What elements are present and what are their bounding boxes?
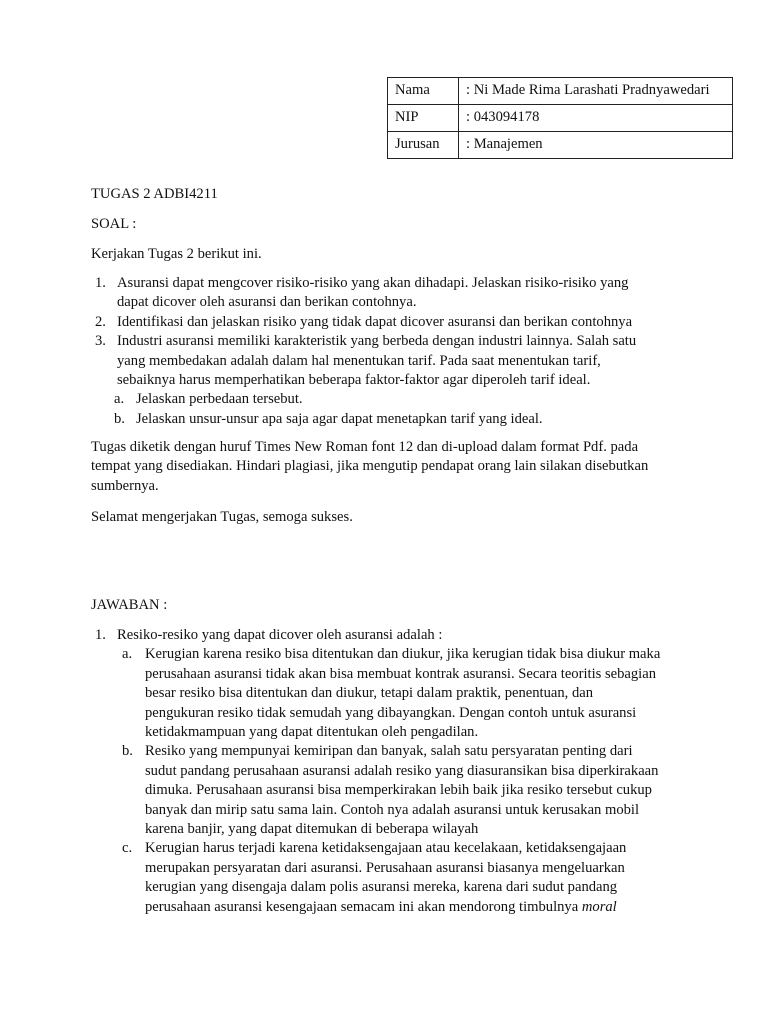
question-line: dapat dicover oleh asuransi dan berikan contohnya.	[117, 294, 417, 311]
question-number: 3.	[95, 333, 106, 350]
answer-subitem	[91, 742, 691, 839]
question-line: Asuransi dapat mengcover risiko-risiko yang akan dihadapi. Jelaskan risiko-risiko yang	[117, 275, 629, 291]
answer-line: dimuka. Perusahaan asuransi bisa memperkirakan lebih baik jika resiko tersebut cukup	[145, 782, 652, 799]
subitem-letter: c.	[122, 840, 133, 857]
subitem-letter: a.	[122, 646, 133, 663]
task-title: TUGAS 2 ADBI4211	[91, 186, 218, 202]
question-line: sebaiknya harus memperhatikan beberapa faktor-faktor agar diperoleh tarif ideal.	[117, 372, 591, 389]
answer-line: kerugian yang disengaja dalam polis asuransi mereka, karena dari sudut pandang	[145, 879, 618, 896]
answer-line: pengukuran resiko tidak semudah yang dibayangkan. Dengan contoh untuk asuransi	[145, 704, 637, 721]
soal-label: SOAL :	[91, 216, 137, 232]
answer-number: 1.	[95, 627, 106, 643]
subitem-text: Jelaskan unsur-unsur apa saja agar dapat menetapkan tarif yang ideal.	[136, 410, 543, 427]
answer-subitem	[91, 839, 691, 917]
italic-word: moral	[581, 898, 617, 915]
identity-row-jurusan	[388, 132, 733, 159]
identity-value: : 043094178	[459, 105, 733, 132]
answer-line-text: perusahaan asuransi kesengajaan semacam ini akan mendorong timbulnya	[145, 898, 579, 915]
answer-line: banyak dan mirip satu sama lain. Contoh nya adalah asuransi untuk kerusakan mobil	[145, 801, 640, 818]
subitem-text: Jelaskan perbedaan tersebut.	[136, 391, 303, 408]
answer-line: Kerugian harus terjadi karena ketidaksengajaan atau kecelakaan, ketidaksengajaan	[145, 840, 627, 857]
subitem-letter: b.	[122, 743, 133, 760]
question-item	[91, 313, 691, 332]
answers-label: JAWABAN :	[91, 597, 168, 613]
identity-key: Jurusan	[388, 132, 459, 159]
answer-last-line	[145, 898, 691, 917]
closing-text: Selamat mengerjakan Tugas, semoga sukses.	[91, 509, 353, 525]
question-subitem	[91, 390, 691, 409]
question-subitem	[91, 410, 691, 429]
identity-row-nip	[388, 105, 733, 132]
note-line: Tugas diketik dengan huruf Times New Roman font 12 dan di-upload dalam format Pdf. pada	[91, 439, 639, 455]
answer-line: Kerugian karena resiko bisa ditentukan dan diukur, jika kerugian tidak bisa diukur maka	[145, 646, 661, 663]
question-line: yang membedakan adalah dalam hal menentukan tarif. Pada saat menentukan tarif,	[117, 352, 601, 369]
note-line: sumbernya.	[91, 477, 159, 494]
answer-intro: Resiko-resiko yang dapat dicover oleh asuransi adalah :	[117, 627, 443, 643]
identity-key: Nama	[388, 78, 459, 105]
answer-line: ketidakmampuan yang dapat ditentukan oleh pengadilan.	[145, 724, 479, 741]
question-item	[91, 332, 691, 390]
note-paragraph	[91, 438, 691, 496]
answer-line: merupakan persyaratan dari asuransi. Perusahaan asuransi biasanya mengeluarkan	[145, 859, 625, 876]
answer-line: perusahaan asuransi tidak akan bisa membuat kontrak asuransi. Secara teoritis sebagian	[145, 665, 657, 682]
answer-line: Resiko yang mempunyai kemiripan dan banyak, salah satu persyaratan penting dari	[145, 743, 633, 760]
identity-key: NIP	[388, 105, 459, 132]
answer-list	[91, 626, 691, 917]
identity-table	[387, 77, 733, 159]
subitem-letter: b.	[114, 410, 125, 427]
subitem-letter: a.	[114, 391, 125, 408]
question-number: 2.	[95, 313, 106, 330]
answer-line: sudut pandang perusahaan asuransi adalah resiko yang diasuransikan bisa diperkirakaan	[145, 762, 659, 779]
identity-row-name	[388, 78, 733, 105]
question-number: 1.	[95, 275, 106, 291]
note-line: tempat yang disediakan. Hindari plagiasi, jika mengutip pendapat orang lain silakan disebutkan	[91, 458, 649, 475]
identity-value: : Manajemen	[459, 132, 733, 159]
question-list	[91, 274, 691, 429]
answer-item	[91, 626, 691, 645]
instruction-text: Kerjakan Tugas 2 berikut ini.	[91, 246, 262, 262]
answer-subitem	[91, 645, 691, 742]
identity-value: : Ni Made Rima Larashati Pradnyawedari	[459, 78, 733, 105]
question-item	[91, 274, 691, 313]
question-line: Industri asuransi memiliki karakteristik yang berbeda dengan industri lainnya. Salah satu	[117, 333, 637, 350]
question-line: Identifikasi dan jelaskan risiko yang tidak dapat dicover asuransi dan berikan contohnya	[117, 313, 633, 330]
answer-line: karena banjir, yang dapat ditemukan di beberapa wilayah	[145, 821, 479, 838]
answer-line: besar resiko bisa ditentukan dan diukur, tetapi dalam praktik, penentuan, dan	[145, 685, 594, 702]
